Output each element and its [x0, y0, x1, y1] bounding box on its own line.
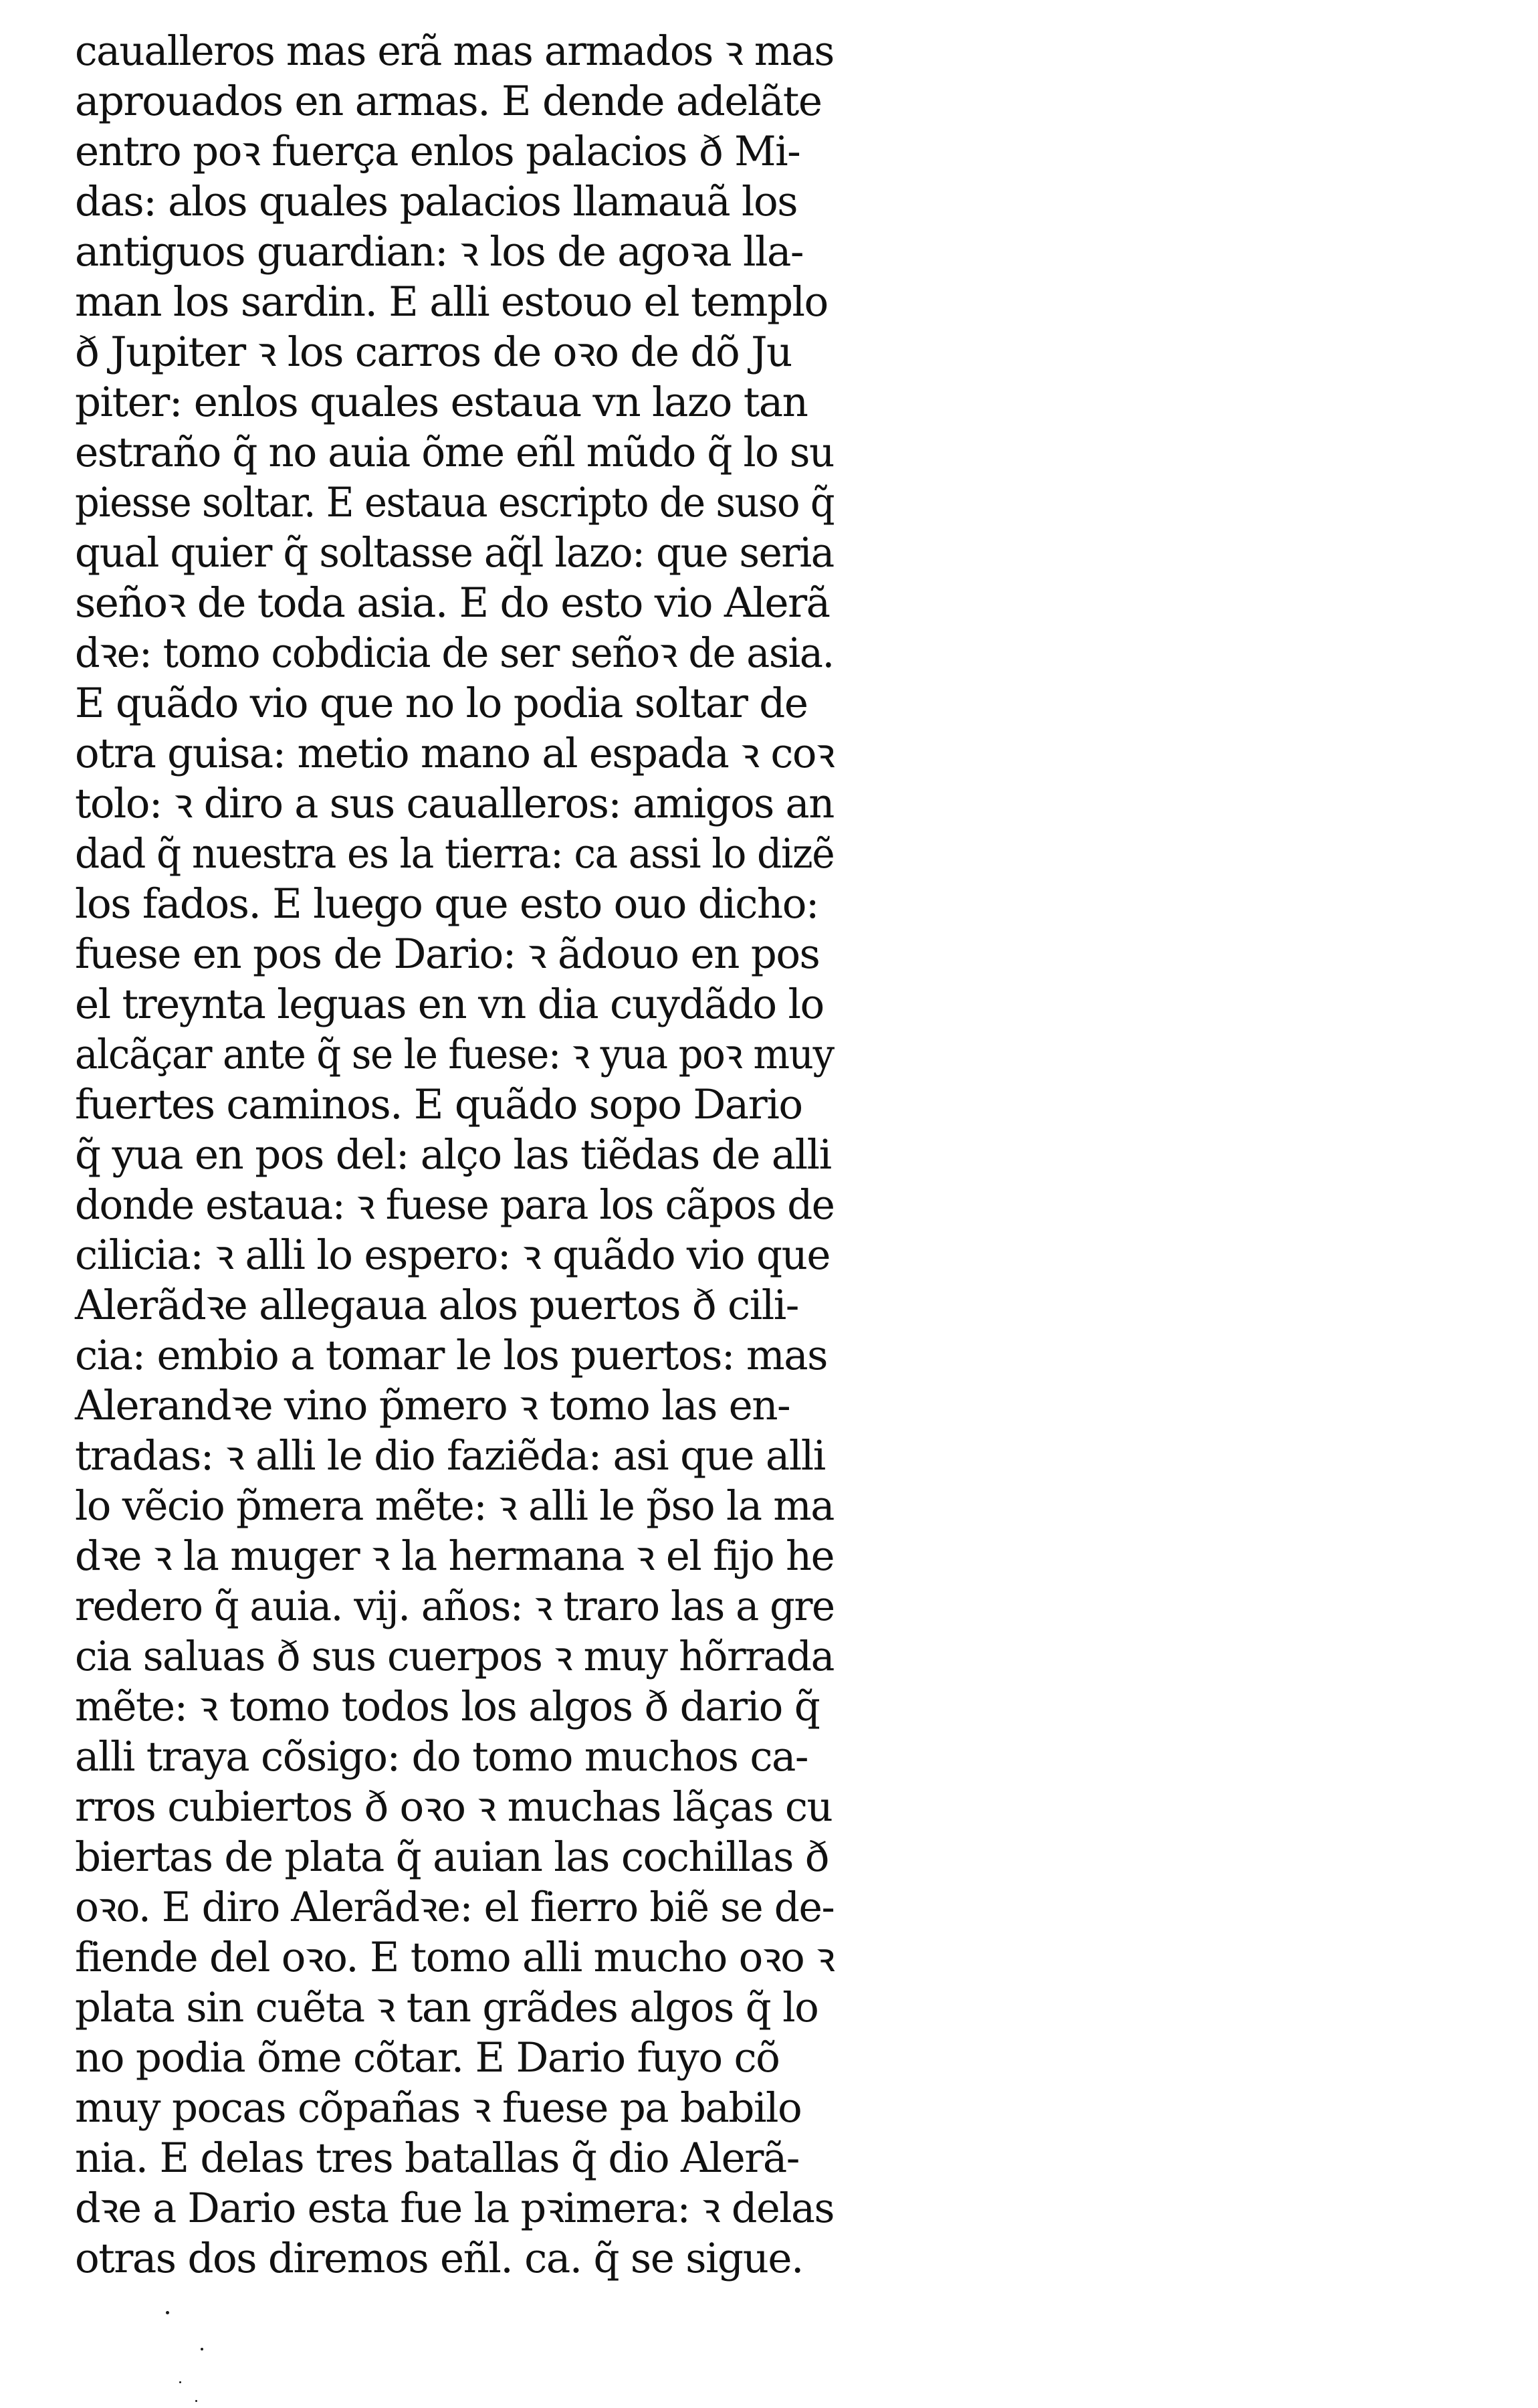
text-line: Alerandꝛe vino p̃mero ꝛ tomo las en- — [75, 1382, 790, 1429]
text-line: alli traya cõsigo: do tomo muchos ca- — [75, 1733, 808, 1781]
text-line: Alerãdꝛe allegaua alos puertos ð cili- — [75, 1282, 798, 1329]
text-line: das: alos quales palacios llamauã los — [75, 178, 798, 225]
text-line: alcãçar ante q̃ se le fuese: ꝛ yua poꝛ muy — [75, 1031, 834, 1078]
text-line: dꝛe: tomo cobdicia de ser señoꝛ de asia. — [75, 629, 834, 677]
text-line: entro poꝛ fuerça enlos palacios ð Mi- — [75, 128, 800, 175]
text-line: cia: embio a tomar le los puertos: mas — [75, 1332, 827, 1379]
text-line: biertas de plata q̃ auian las cochillas ð — [75, 1833, 829, 1881]
text-column — [75, 27, 834, 2288]
scan-speck — [195, 2400, 197, 2402]
text-line: aprouados en armas. E dende adelãte — [75, 78, 822, 125]
text-line: otra guisa: metio mano al espada ꝛ coꝛ — [75, 730, 835, 777]
text-line: no podia õme cõtar. E Dario fuyo cõ — [75, 2034, 780, 2082]
text-line: estraño q̃ no auia õme eñl mũdo q̃ lo su — [75, 429, 834, 476]
text-line: fiende del oꝛo. E tomo alli mucho oꝛo ꝛ — [75, 1934, 835, 1981]
text-line: oꝛo. E diro Alerãdꝛe: el fierro biẽ se de- — [75, 1884, 835, 1931]
text-line: redero q̃ auia. vij. años: ꝛ traro las a gre — [75, 1583, 835, 1630]
text-line: lo vẽcio p̃mera mẽte: ꝛ alli le p̃so la ma — [75, 1482, 834, 1530]
scan-speck — [201, 2348, 203, 2350]
text-line: cia saluas ð sus cuerpos ꝛ muy hõrrada — [75, 1633, 834, 1680]
text-line: señoꝛ de toda asia. E do esto vio Alerã — [75, 579, 830, 627]
text-line: mẽte: ꝛ tomo todos los algos ð dario q̃ — [75, 1683, 820, 1730]
text-line: dad q̃ nuestra es la tierra: ca assi lo dizẽ — [75, 830, 835, 878]
text-line: ð Jupiter ꝛ los carros de oꝛo de dõ Ju — [75, 328, 792, 376]
text-line: caualleros mas erã mas armados ꝛ mas — [75, 27, 834, 75]
text-line: antiguos guardian: ꝛ los de agoꝛa lla- — [75, 228, 804, 276]
scan-speck — [179, 2381, 181, 2383]
text-line: plata sin cuẽta ꝛ tan grãdes algos q̃ lo — [75, 1984, 818, 2031]
text-line: qual quier q̃ soltasse aq̃l lazo: que seria — [75, 529, 834, 577]
text-line: fuertes caminos. E quãdo sopo Dario — [75, 1081, 802, 1128]
text-line: q̃ yua en pos del: alço las tiẽdas de alli — [75, 1131, 831, 1179]
text-line: nia. E delas tres batallas q̃ dio Alerã- — [75, 2134, 799, 2182]
text-line: tradas: ꝛ alli le dio faziẽda: asi que alli — [75, 1432, 825, 1480]
text-line: dꝛe ꝛ la muger ꝛ la hermana ꝛ el fijo he — [75, 1532, 834, 1580]
text-line: piesse soltar. E estaua escripto de suso q̃ — [75, 479, 835, 526]
text-line: cilicia: ꝛ alli lo espero: ꝛ quãdo vio que — [75, 1231, 830, 1279]
text-line: otras dos diremos eñl. ca. q̃ se sigue. — [75, 2235, 803, 2282]
text-line: rros cubiertos ð oꝛo ꝛ muchas lãças cu — [75, 1783, 833, 1831]
text-line: el treynta leguas en vn dia cuydãdo lo — [75, 981, 824, 1028]
text-line: fuese en pos de Dario: ꝛ ãdouo en pos — [75, 930, 820, 978]
text-line: muy pocas cõpañas ꝛ fuese pa babilo — [75, 2084, 802, 2132]
text-line: man los sardin. E alli estouo el templo — [75, 278, 828, 326]
text-line: los fados. E luego que esto ouo dicho: — [75, 880, 818, 928]
text-line: dꝛe a Dario esta fue la pꝛimera: ꝛ delas — [75, 2185, 835, 2232]
text-line: piter: enlos quales estaua vn lazo tan — [75, 379, 808, 426]
text-line: E quãdo vio que no lo podia soltar de — [75, 680, 808, 727]
text-line: donde estaua: ꝛ fuese para los cãpos de — [75, 1181, 835, 1229]
text-line: tolo: ꝛ diro a sus caualleros: amigos an — [75, 780, 834, 827]
scan-speck — [166, 2311, 169, 2314]
